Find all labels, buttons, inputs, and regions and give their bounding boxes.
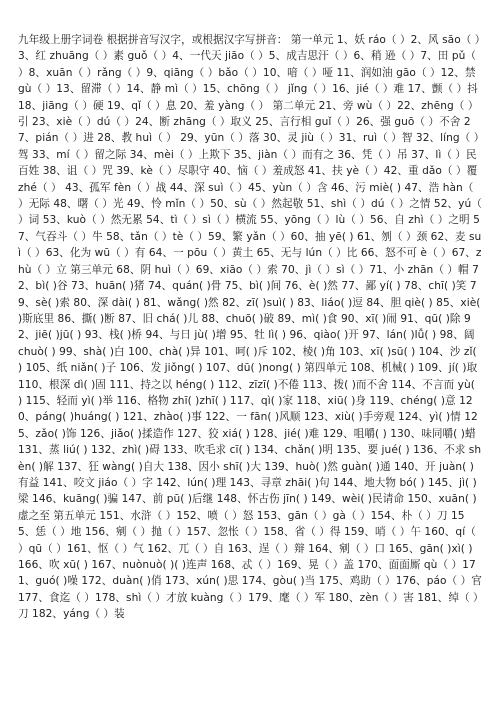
worksheet-text: 九年级上册字词卷 根据拼音写汉字，或根据汉字写拼音： 第一单元 1、妖 ráo（ ）2、风 sāo（ ）3、红 zhuāng（ ）素 guǒ（ ）4、一代天 jiāo（ ）5、成吉思汗（ ）6、稍 逊（ ）7、田 pǔ（ ）8、xuān（ ）rǎng（ ）9、qiāng（ ）bǎo（ ）10、喑（ ）哑 11、润如油 gāo（ ）12、禁 gù（ ）13、留滞（ ）14、静 mì（ ）15、chōng（ ） jǐng（ ）16、jié（ ）难 17、颤（ ）抖 18、jiāng（ ）硬 19、qǐ（ ）息 20、羞 yàng（ ） 第二单元 21、旁 wù（ ）22、zhēng（ ）引 23、xiè（ ）dú（ ）24、断 zhāng（ ）取义 25、言行相 guǐ（ ）26、强 guō（ ）不舍 27、pián（ ）进 28、教 huì（ ） 29、yūn（ ）落 30、灵 jiù（ ）31、ruì（ ）智 32、líng（ ）驾 33、mí（ ）留之际 34、mèi（ ）上欺下 35、jiàn（ ）而有之 36、凭（ ）吊 37、lì（ ）民百姓 38、诅（ ）咒 39、kè（ ）尽职守 40、恼（ ）羞成怒 41、扶 yè（ ）42、重 dǎo（ ）覆 zhé（ ） 43、孤军 fèn（ ）战 44、深 suì（ ）45、yùn（ ）含 46、污 miè( ) 47、浩 hàn（ ）无际 48、曙（ ）光 49、怜 mǐn（ ）50、sù（ ）然起敬 51、shì（ ）dú（ ）之情 52、yú（ ）词 53、kuò（ ）然无累 54、tì（ ）sì（ ）横流 55、yōng（ ）lù（ ）56、自 zhì（ ）之明 57、气吞斗（ ）牛 58、tǎn（ ）tè（ ）59、繁 yǎn（ ）60、抽 yē( ) 61、刎（ ）颈 62、麦 suì（ ）63、化为 wū（ ）有 64、一 pōu（ ）黄土 65、无与 lún（ ）比 66、怒不可 è（ ）67、zhù（ ）立 第三单元 68、阴 huì（ ）69、xiāo（ ）索 70、jì（ ）sì（ ）71、小 zhān（ ）帽 72、bì( )谷 73、huān( )猪 74、quán( )骨 75、bì( )间 76、è( )然 77、鄙 yí( ) 78、chī( )笑 79、sè( )索 80、深 dài( ) 81、wǎng( )然 82、zī( )suì( ) 83、liáo( )逗 84、胆 qiè( ) 85、xiè( )斯底里 86、撕( )断 87、旧 chá( )儿 88、chuō( )破 89、mì( )食 90、xī( )闹 91、qū( )除 92、jiē( )jū( ) 93、栈( )桥 94、与日 jù( )增 95、牡 lì( ) 96、qiào( )开 97、lán( )lǚ( ) 98、阔 chuò( ) 99、shà( )白 100、chà( )异 101、呵( )斥 102、棱( )角 103、xī( )sū( ) 104、沙 zǐ( ) 105、纸 niǎn( )子 106、发 jiǒng( ) 107、dū( )nong( ) 第四单元 108、机械( ) 109、jí( )取 110、根深 dì( )固 111、持之以 héng( ) 112、zīzī( )不倦 113、拨( )而不舍 114、不言而 yù( ) 115、轻而 yì( )举 116、格物 zhī( )zhī( ) 117、qì( )家 118、xiū( )身 119、chéng( )意 120、páng( )huáng( ) 121、zhào( )事 122、一 fān( )风顺 123、xiù( )手旁观 124、yì( )情 125、zǎo( )饰 126、jiǎo( )揉造作 127、狡 xiá( ) 128、jié( )难 129、咀嚼( ) 130、味同嚼( )蜡 131、蒸 liú( ) 132、zhì( )碍 133、吹毛求 cī( ) 134、chǎn( )明 135、要 jué( ) 136、不求 shèn( )解 137、狂 wàng( )自大 138、因小 shī( )大 139、huò( )然 guàn( )通 140、开 juàn( )有益 141、咬文 jiáo（ ）字 142、lún( )理 143、寻章 zhāi( )句 144、地大物 bó( ) 145、jì( )梁 146、kuāng( )骗 147、前 pū( )后继 148、怀古伤 jīn( ) 149、wèi( )民请命 150、xuān( )虚之至 第五单元 151、水浒（ ）152、喷（ ）怒 153、gān（ ）gà（ ）154、朴（ ）刀 155、恁（ ）地 156、剜（ ）抛（ ）157、忽怅（ ）158、省（ ）得 159、哨（ ）午 160、qí（ ）qū（ ）161、怄（ ）气 162、兀（ ）自 163、逞（ ）辩 164、剜（ ）口 165、gān( )xì( ) 166、吹 xū( ) 167、nuònuò( )( )连声 168、忒（ ）169、晃（ ）盖 170、面面厮 qù（ ）171、guó( )噪 172、duàn( )俏 173、xún( )思 174、gòu( )当 175、鸡助（ ）176、páo（ ）官 177、食迄（ ）178、shì（ ）才放 kuàng（ ）179、麾（ ）军 180、zèn（ ）害 181、绰（ ）刀 182、yáng（ ）装	[18, 34, 482, 621]
